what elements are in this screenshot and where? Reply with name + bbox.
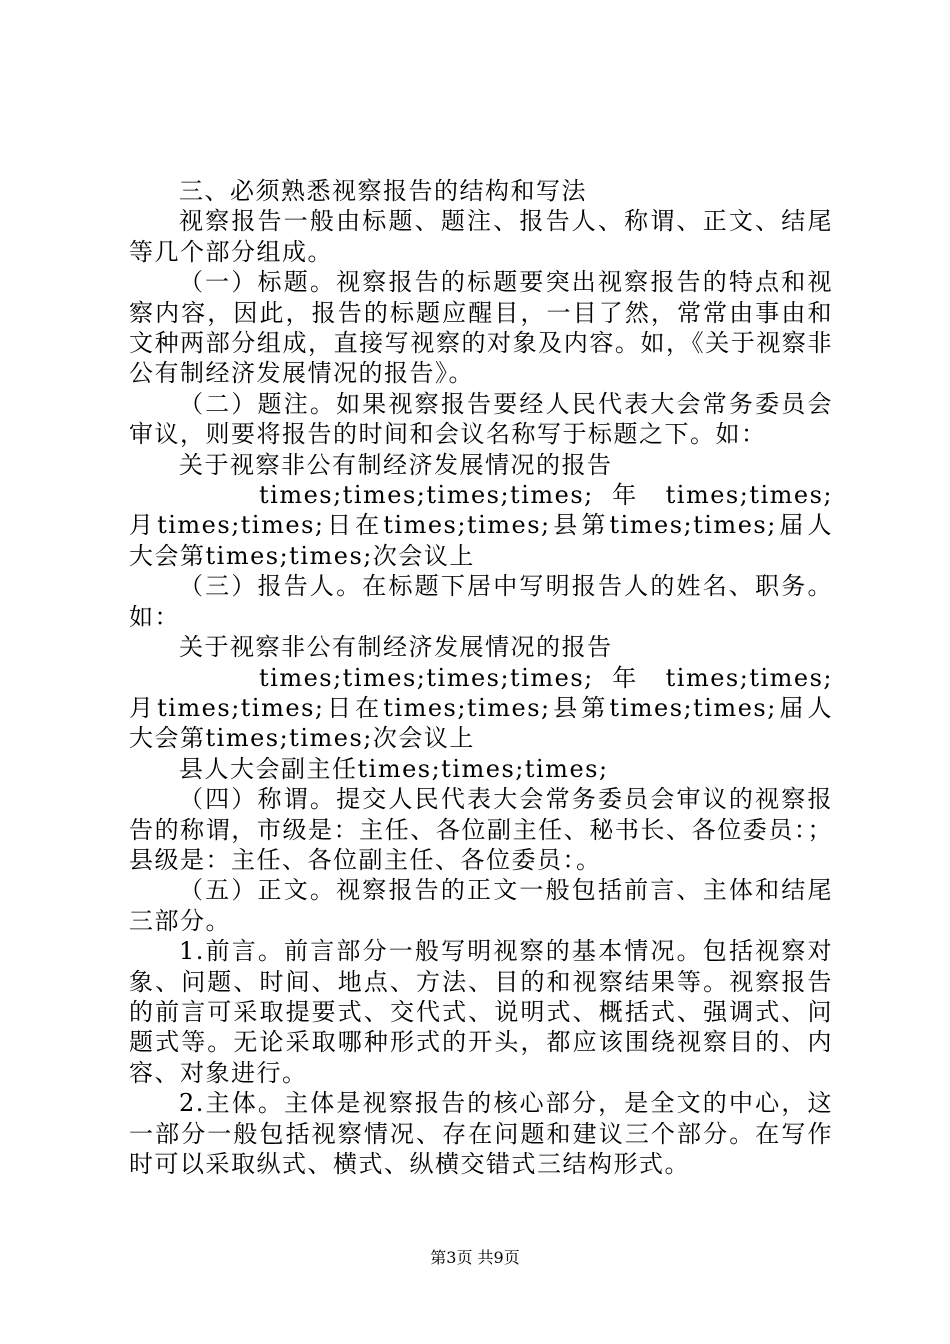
section-heading: 三、必须熟悉视察报告的结构和写法 [179, 177, 587, 205]
example-title: 关于视察非公有制经济发展情况的报告 [179, 633, 613, 662]
paragraph: （二）题注。如果视察报告要经人民代表大会常务委员会审议，则要将报告的时间和会议名称写于标题之下。如： [129, 389, 833, 449]
paragraph: 视察报告一般由标题、题注、报告人、称谓、正文、结尾等几个部分组成。 [129, 207, 833, 266]
example-reporter: 县人大会副主任times;times;times; [179, 754, 609, 783]
example-date-line: times;times;times;times; 年 times;times; 月times;times;日在times;times;县第times;times;届人大会第times;times;次会议上 [129, 663, 833, 753]
paragraph: （三）报告人。在标题下居中写明报告人的姓名、职务。如： [129, 572, 833, 631]
document-body [129, 176, 833, 1179]
page-footer [0, 1245, 950, 1268]
example-title: 关于视察非公有制经济发展情况的报告 [179, 450, 613, 479]
paragraph: 1.前言。前言部分一般写明视察的基本情况。包括视察对象、问题、时间、地点、方法、目的和视察结果等。视察报告的前言可采取提要式、交代式、说明式、概括式、强调式、问题式等。无论采取哪种形式的开头，都应该围绕视察目的、内容、对象进行。 [129, 937, 833, 1087]
paragraph: （四）称谓。提交人民代表大会常务委员会审议的视察报告的称谓，市级是：主任、各位副主任、秘书长、各位委员：；县级是：主任、各位副主任、各位委员：。 [129, 785, 833, 874]
example-date-line: times;times;times;times; 年 times;times; 月times;times;日在times;times;县第times;times;届人大会第times;times;次会议上 [129, 481, 833, 570]
page-number-label: 第3页 共9页 [430, 1248, 520, 1267]
paragraph: 2.主体。主体是视察报告的核心部分，是全文的中心，这一部分一般包括视察情况、存在问题和建议三个部分。在写作时可以采取纵式、横式、纵横交错式三结构形式。 [129, 1089, 833, 1178]
paragraph: （一）标题。视察报告的标题要突出视察报告的特点和视察内容，因此，报告的标题应醒目，一目了然，常常由事由和文种两部分组成，直接写视察的对象及内容。如，《关于视察非公有制经济发展情况的报告》。 [129, 268, 833, 388]
paragraph: （五）正文。视察报告的正文一般包括前言、主体和结尾三部分。 [129, 876, 833, 935]
